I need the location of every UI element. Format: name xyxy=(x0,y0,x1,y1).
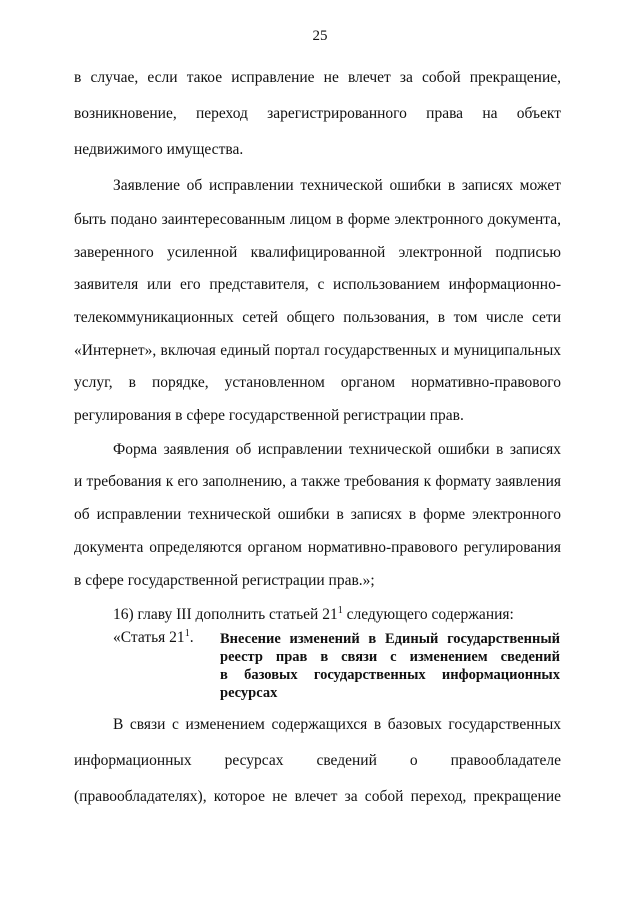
amendment-text-end: следующего содержания: xyxy=(342,606,514,623)
text-line: «Интернет», включая единый портал государственных и муниципальных xyxy=(74,342,561,359)
text-line: и требования к его заполнению, а также требования к формату заявления xyxy=(74,473,561,490)
text-line: недвижимого имущества. xyxy=(74,141,244,158)
text-line: заявителя или его представителя, с использованием информационно- xyxy=(74,276,561,293)
text-line: быть подано заинтересованным лицом в форме электронного документа, xyxy=(74,211,561,228)
page-number: 25 xyxy=(312,28,328,44)
text-line: телекоммуникационных сетей общего пользования, в том числе сети xyxy=(74,309,561,326)
superscript: 1 xyxy=(184,627,190,639)
text-line: (правообладателях), которое не влечет за собой переход, прекращение xyxy=(74,788,561,805)
text-line: услуг, в порядке, установленном органом нормативно-правового xyxy=(74,374,561,391)
text-line: Форма заявления об исправлении технической ошибки в записях xyxy=(113,441,561,458)
text-line: В связи с изменением содержащихся в базовых государственных xyxy=(113,716,561,733)
amendment-line xyxy=(113,605,561,625)
article-heading-line: в базовых государственных информационных xyxy=(220,667,560,683)
article-heading-line: Внесение изменений в Единый государственный xyxy=(220,631,560,647)
amendment-text: 16) главу III дополнить статьей 21 xyxy=(113,606,338,623)
text-line: заверенного усиленной квалифицированной электронной подписью xyxy=(74,244,561,261)
article-heading-line: реестр прав в связи с изменением сведений xyxy=(220,649,560,665)
text-line: в сфере государственной регистрации прав.»; xyxy=(74,572,375,589)
text-line: возникновение, переход зарегистрированного права на объект xyxy=(74,105,561,122)
text-line: в случае, если такое исправление не влечет за собой прекращение, xyxy=(74,69,561,86)
text-line: документа определяются органом нормативно-правового регулирования xyxy=(74,539,561,556)
superscript: 1 xyxy=(337,604,343,616)
article-label-text: «Статья 21 xyxy=(113,629,185,646)
text-line: об исправлении технической ошибки в записях в форме электронного xyxy=(74,506,561,523)
text-line: Заявление об исправлении технической ошибки в записях может xyxy=(113,177,561,194)
article-label xyxy=(113,628,194,648)
text-line: информационных ресурсах сведений о правообладателе xyxy=(74,752,561,769)
article-heading-line: ресурсах xyxy=(220,685,278,701)
article-heading xyxy=(220,630,560,702)
text-line: регулирования в сфере государственной регистрации прав. xyxy=(74,407,464,424)
article-label-dot: . xyxy=(189,629,194,646)
